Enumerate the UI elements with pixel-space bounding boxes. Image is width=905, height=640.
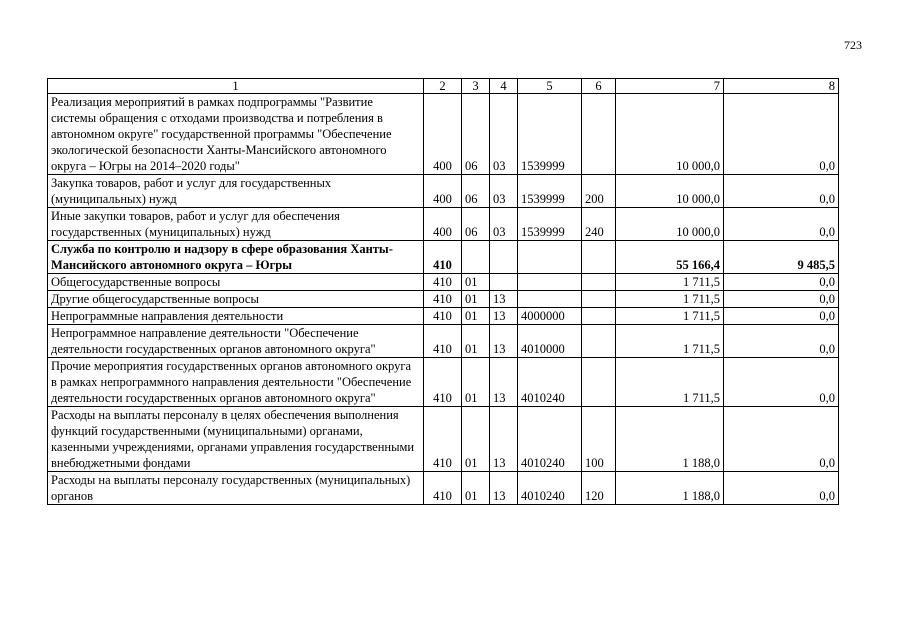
table-row [48, 175, 839, 208]
cell-subsection: 13 [490, 407, 518, 472]
table-row [48, 208, 839, 241]
row-name: Закупка товаров, работ и услуг для государственных (муниципальных) нужд [48, 175, 424, 208]
table-row [48, 291, 839, 308]
cell-subsection: 13 [490, 291, 518, 308]
row-name: Общегосударственные вопросы [48, 274, 424, 291]
cell-amount-subventions: 0,0 [724, 325, 839, 358]
cell-target-article: 4010000 [518, 325, 582, 358]
row-name: Расходы на выплаты персоналу государственных (муниципальных) органов [48, 472, 424, 505]
row-name: Другие общегосударственные вопросы [48, 291, 424, 308]
cell-admin-code: 410 [424, 241, 462, 274]
cell-target-article: 4010240 [518, 407, 582, 472]
cell-amount-subventions: 0,0 [724, 407, 839, 472]
cell-amount-subventions: 0,0 [724, 472, 839, 505]
column-header-6: 6 [582, 79, 616, 94]
cell-section: 06 [462, 94, 490, 175]
table-row [48, 94, 839, 175]
cell-amount: 1 711,5 [616, 358, 724, 407]
cell-amount: 10 000,0 [616, 175, 724, 208]
table-row [48, 274, 839, 291]
cell-target-article [518, 291, 582, 308]
cell-section: 01 [462, 274, 490, 291]
cell-amount: 1 188,0 [616, 407, 724, 472]
cell-section: 01 [462, 407, 490, 472]
column-header-4: 4 [490, 79, 518, 94]
cell-target-article [518, 274, 582, 291]
cell-admin-code: 400 [424, 175, 462, 208]
column-header-2: 2 [424, 79, 462, 94]
cell-amount-subventions: 0,0 [724, 308, 839, 325]
cell-amount: 10 000,0 [616, 208, 724, 241]
table-row [48, 308, 839, 325]
cell-subsection: 03 [490, 175, 518, 208]
cell-expense-type [582, 358, 616, 407]
cell-target-article: 4000000 [518, 308, 582, 325]
cell-admin-code: 410 [424, 308, 462, 325]
cell-section [462, 241, 490, 274]
cell-amount: 1 711,5 [616, 325, 724, 358]
table-row [48, 407, 839, 472]
table-row [48, 325, 839, 358]
cell-expense-type: 120 [582, 472, 616, 505]
cell-amount-subventions: 0,0 [724, 208, 839, 241]
cell-target-article: 1539999 [518, 208, 582, 241]
cell-amount: 1 188,0 [616, 472, 724, 505]
column-header-3: 3 [462, 79, 490, 94]
cell-section: 01 [462, 308, 490, 325]
table-row [48, 241, 839, 274]
cell-expense-type [582, 274, 616, 291]
table-row [48, 472, 839, 505]
cell-amount-subventions: 9 485,5 [724, 241, 839, 274]
cell-subsection: 13 [490, 472, 518, 505]
cell-subsection: 03 [490, 94, 518, 175]
cell-subsection [490, 274, 518, 291]
cell-admin-code: 410 [424, 291, 462, 308]
cell-target-article: 4010240 [518, 472, 582, 505]
cell-amount: 1 711,5 [616, 291, 724, 308]
row-name: Прочие мероприятия государственных органов автономного округа в рамках непрограммного направления деятельности "Обеспечение деятельности государственных органов автономного округа" [48, 358, 424, 407]
cell-admin-code: 410 [424, 325, 462, 358]
cell-admin-code: 410 [424, 407, 462, 472]
row-name: Иные закупки товаров, работ и услуг для обеспечения государственных (муниципальных) нужд [48, 208, 424, 241]
column-header-5: 5 [518, 79, 582, 94]
row-name: Расходы на выплаты персоналу в целях обеспечения выполнения функций государственными (муниципальными) органами, казенными учреждениями, органами управления государственными внебюджетными фондами [48, 407, 424, 472]
row-name: Реализация мероприятий в рамках подпрограммы "Развитие системы обращения с отходами производства и потребления в автономном округе" государственной программы "Обеспечение экологической безопасности Ханты-Мансийского автономного округа – Югры на 2014–2020 годы" [48, 94, 424, 175]
cell-target-article: 1539999 [518, 94, 582, 175]
cell-expense-type [582, 241, 616, 274]
cell-subsection: 13 [490, 358, 518, 407]
cell-target-article: 1539999 [518, 175, 582, 208]
cell-expense-type [582, 291, 616, 308]
cell-amount: 10 000,0 [616, 94, 724, 175]
cell-expense-type [582, 94, 616, 175]
column-number-row [48, 79, 839, 94]
cell-admin-code: 410 [424, 274, 462, 291]
cell-amount-subventions: 0,0 [724, 358, 839, 407]
cell-target-article [518, 241, 582, 274]
cell-amount-subventions: 0,0 [724, 274, 839, 291]
cell-admin-code: 410 [424, 472, 462, 505]
cell-admin-code: 410 [424, 358, 462, 407]
cell-subsection: 13 [490, 308, 518, 325]
row-name: Непрограммные направления деятельности [48, 308, 424, 325]
cell-expense-type: 240 [582, 208, 616, 241]
row-name: Служба по контролю и надзору в сфере образования Ханты-Мансийского автономного округа – Югры [48, 241, 424, 274]
cell-expense-type: 100 [582, 407, 616, 472]
cell-subsection: 03 [490, 208, 518, 241]
cell-section: 06 [462, 208, 490, 241]
row-name: Непрограммное направление деятельности "Обеспечение деятельности государственных органов автономного округа" [48, 325, 424, 358]
cell-subsection: 13 [490, 325, 518, 358]
cell-expense-type [582, 325, 616, 358]
cell-section: 06 [462, 175, 490, 208]
cell-amount: 1 711,5 [616, 308, 724, 325]
cell-expense-type [582, 308, 616, 325]
page-number: 723 [844, 38, 862, 52]
cell-amount: 1 711,5 [616, 274, 724, 291]
column-header-7: 7 [616, 79, 724, 94]
cell-expense-type: 200 [582, 175, 616, 208]
cell-section: 01 [462, 325, 490, 358]
cell-subsection [490, 241, 518, 274]
column-header-1: 1 [48, 79, 424, 94]
cell-admin-code: 400 [424, 208, 462, 241]
cell-section: 01 [462, 472, 490, 505]
column-header-8: 8 [724, 79, 839, 94]
cell-section: 01 [462, 291, 490, 308]
cell-amount-subventions: 0,0 [724, 175, 839, 208]
budget-table [47, 78, 839, 505]
cell-section: 01 [462, 358, 490, 407]
cell-amount-subventions: 0,0 [724, 94, 839, 175]
cell-target-article: 4010240 [518, 358, 582, 407]
cell-admin-code: 400 [424, 94, 462, 175]
table-row [48, 358, 839, 407]
cell-amount: 55 166,4 [616, 241, 724, 274]
cell-amount-subventions: 0,0 [724, 291, 839, 308]
